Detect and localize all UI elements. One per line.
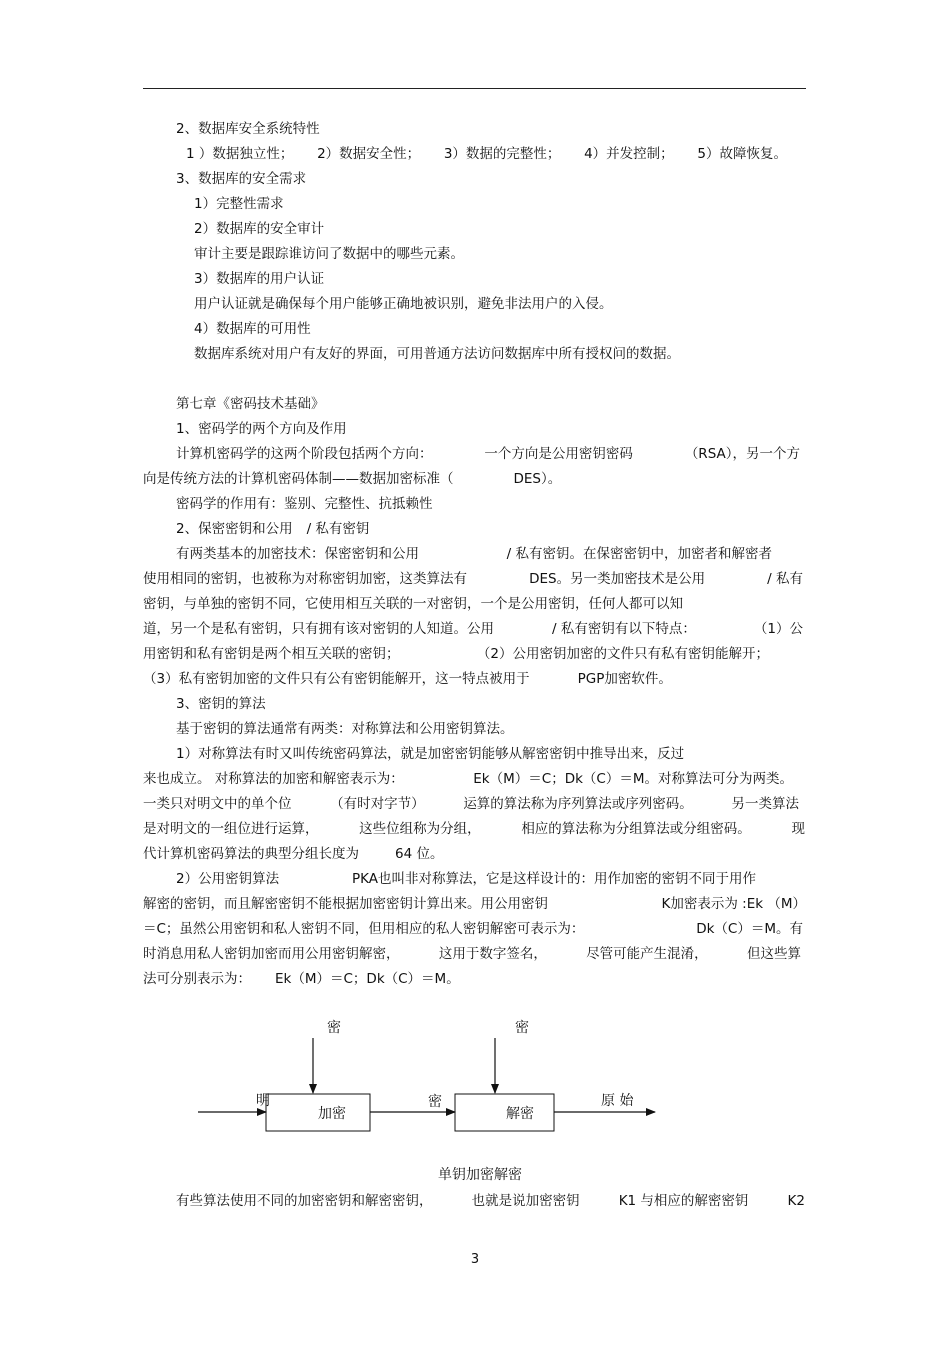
text-run: 一类只对明文中的单个位 <box>143 796 292 812</box>
text-run: / 私有密钥。在保密密钥中，加密者和解密者 <box>506 546 772 562</box>
sub-heading: 3）数据库的用户认证 <box>194 271 325 287</box>
feature-item: 2）数据安全性； <box>317 146 421 162</box>
text-run: K2 <box>787 1193 805 1209</box>
paragraph-line: 审计主要是跟踪谁访问了数据中的哪些元素。 <box>194 246 464 262</box>
text-run: （RSA），另一个方 <box>684 446 800 462</box>
paragraph-line: 密码学的作用有：鉴别、完整性、抗抵赖性 <box>176 496 433 512</box>
text-run: 2）公用密钥算法 <box>176 871 280 887</box>
text-run: Ek（M）＝C；Dk（C）＝M。对称算法可分为两类。 <box>473 771 793 787</box>
text-run: （1）公 <box>753 621 803 637</box>
section-heading: 1、密码学的两个方向及作用 <box>176 421 347 437</box>
text-run: （2）公用密钥加密的文件只有私有密钥能解开； <box>476 646 769 662</box>
figure-caption: 单钥加密解密 <box>438 1167 522 1183</box>
chapter-title: 第七章《密码技术基础》 <box>176 396 325 412</box>
text-run: 是对明文的一组位进行运算， <box>143 821 319 837</box>
text-run: PGP加密软件。 <box>577 671 672 687</box>
text-run: Dk（C）＝M。有 <box>696 921 803 937</box>
text-run: PKA也叫非对称算法，它是这样设计的：用作加密的密钥不同于用作 <box>352 871 756 887</box>
text-run: 现 <box>791 821 805 837</box>
text-run: 使用相同的密钥，也被称为对称密钥加密，这类算法有 <box>143 571 467 587</box>
text-run: 道，另一个是私有密钥，只有拥有该对密钥的人知道。公用 <box>143 621 494 637</box>
text-run: 2、保密密钥和公用 <box>176 521 293 537</box>
paragraph-line: 1）对称算法有时又叫传统密码算法，就是加密密钥能够从解密密钥中推导出来，反过 <box>176 746 685 762</box>
text-run: 来也成立。 对称算法的加密和解密表示为： <box>143 771 404 787</box>
paragraph-line: 用户认证就是确保每个用户能够正确地被识别，避免非法用户的入侵。 <box>194 296 613 312</box>
sub-heading: 4）数据库的可用性 <box>194 321 311 337</box>
text-run: 这些位组称为分组， <box>359 821 481 837</box>
text-run: 运算的算法称为序列算法或序列密码。 <box>463 796 693 812</box>
section-heading: 3、数据库的安全需求 <box>176 171 307 187</box>
section-heading: 3、密钥的算法 <box>176 696 266 712</box>
text-run: Ek（M）＝C；Dk（C）＝M。 <box>275 971 460 987</box>
text-run: 用密钥和私有密钥是两个相互关联的密钥； <box>143 646 400 662</box>
feature-item: 3）数据的完整性； <box>443 146 561 162</box>
paragraph-line <box>176 1192 805 1210</box>
text-run: ＝C；虽然公用密钥和私人密钥不同，但用相应的私人密钥解密可表示为： <box>143 921 585 937</box>
text-run: 有些算法使用不同的加密密钥和解密密钥， <box>176 1193 433 1209</box>
text-run: 计算机密码学的这两个阶段包括两个方向： <box>176 446 433 462</box>
text-run: 有两类基本的加密技术：保密密钥和公用 <box>176 546 419 562</box>
encrypt-box-label: 加密 <box>318 1106 346 1122</box>
page-number: 3 <box>470 1252 480 1267</box>
text-run: 也就是说加密密钥 <box>471 1193 580 1209</box>
plaintext-label: 明 <box>256 1093 270 1109</box>
text-run: 法可分别表示为： <box>143 971 251 987</box>
text-run: 一个方向是公用密钥密码 <box>484 446 633 462</box>
text-run: 解密的密钥，而且解密密钥不能根据加密密钥计算出来。用公用密钥 <box>143 896 548 912</box>
text-run: 另一类算法 <box>731 796 799 812</box>
ciphertext-label: 密 <box>428 1094 442 1110</box>
feature-item: 1 ）数据独立性； <box>186 146 294 162</box>
text-run: / 私有密钥 <box>306 521 370 537</box>
feature-item: 5）故障恢复。 <box>697 146 787 162</box>
text-run: K加密表示为 :Ek （M） <box>661 896 806 912</box>
decrypt-box-label: 解密 <box>506 1106 534 1122</box>
text-run: / 私有密钥有以下特点： <box>552 621 696 637</box>
key-label-left: 密 <box>327 1020 341 1036</box>
text-run: 尽管可能产生混淆， <box>586 946 708 962</box>
text-run: DES。另一类加密技术是公用 <box>529 571 706 587</box>
text-run: （3）私有密钥加密的文件只有公有密钥能解开，这一特点被用于 <box>143 671 530 687</box>
paragraph-line: 基于密钥的算法通常有两类：对称算法和公用密钥算法。 <box>176 721 514 737</box>
text-run: 这用于数字签名， <box>438 946 547 962</box>
paragraph-line: 密钥，与单独的密钥不同，它使用相互关联的一对密钥，一个是公用密钥，任何人都可以知 <box>143 596 683 612</box>
text-run: 64 位。 <box>395 846 444 862</box>
text-run: 代计算机密码算法的典型分组长度为 <box>143 846 359 862</box>
feature-item: 4）并发控制； <box>584 146 674 162</box>
text-run: K1 与相应的解密密钥 <box>618 1193 749 1209</box>
text-run: （有时对字节） <box>330 796 425 812</box>
sub-heading: 2）数据库的安全审计 <box>194 221 325 237</box>
paragraph-line: 数据库系统对用户有友好的界面，可用普通方法访问数据库中所有授权问的数据。 <box>194 346 680 362</box>
text-run: 时消息用私人密钥加密而用公用密钥解密， <box>143 946 400 962</box>
text-run: 向是传统方法的计算机密码体制——数据加密标准（ <box>143 471 454 487</box>
section-heading: 2、数据库安全系统特性 <box>176 121 320 137</box>
sub-heading: 1）完整性需求 <box>194 196 284 212</box>
text-run: DES）。 <box>513 471 562 487</box>
output-label: 原 始 <box>601 1093 634 1109</box>
key-label-right: 密 <box>515 1020 529 1036</box>
text-run: 相应的算法称为分组算法或分组密码。 <box>521 821 751 837</box>
text-run: 但这些算 <box>746 946 801 962</box>
text-run: / 私有 <box>767 571 803 587</box>
decrypt-box <box>455 1094 554 1131</box>
